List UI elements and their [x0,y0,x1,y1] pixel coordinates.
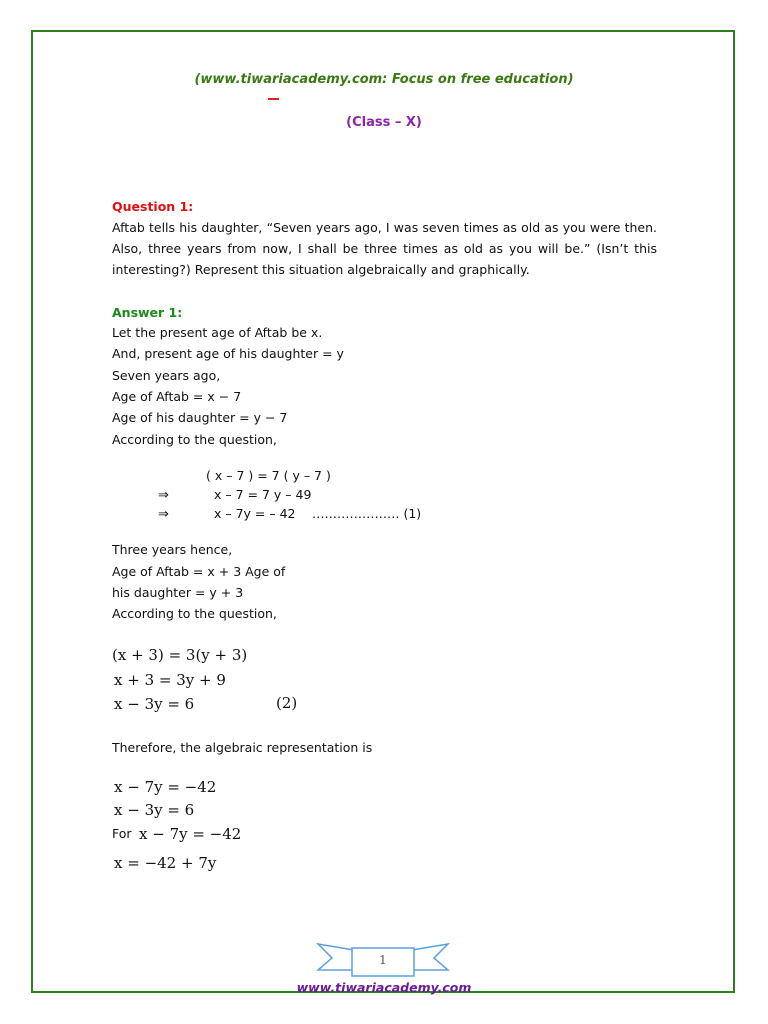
answer-line: According to the question, [112,432,277,447]
question-text: Aftab tells his daughter, “Seven years ago, I was seven times as old as you were then. Also, three years from now, I shall be three times as old as you will be.” (Isn’t this interesting?) Represent this situation algebraically and graphically. [112,220,657,277]
answer-line: his daughter = y + 3 [112,585,244,600]
equation-3a: x − 7y = −42 [114,778,217,796]
equation-2-tag: (2) [276,694,298,712]
equation-3d: x = −42 + 7y [114,854,217,872]
footer-site-link[interactable]: www.tiwariacademy.com [296,980,472,995]
equation-1c: x – 7y = – 42 [214,506,296,521]
answer-line: According to the question, [112,606,277,621]
header-underline-mark [268,98,279,100]
answer-line: And, present age of his daughter = y [112,346,344,361]
equation-3c: x − 7y = −42 [139,825,242,843]
implies-arrow: ⇒ [158,507,169,522]
site-header: (www.tiwariacademy.com: Focus on free education) [194,72,574,87]
therefore-line: Therefore, the algebraic representation is [112,740,373,755]
implies-arrow: ⇒ [158,488,169,503]
answer-heading: Answer 1: [112,305,183,320]
equation-1a: ( x – 7 ) = 7 ( y – 7 ) [206,468,331,483]
question-heading: Question 1: [112,199,194,214]
answer-line: Let the present age of Aftab be x. [112,325,323,340]
equation-2c: x − 3y = 6 [114,695,195,713]
answer-line: Age of Aftab = x + 3 Age of [112,564,286,579]
for-label: For [112,826,132,841]
equation-3b: x − 3y = 6 [114,801,195,819]
answer-line: Three years hence, [112,542,233,557]
page-number: 1 [379,953,387,967]
answer-line: Seven years ago, [112,368,221,383]
class-label: (Class – X) [346,115,422,130]
equation-2b: x + 3 = 3y + 9 [114,671,226,689]
equation-1b: x – 7 = 7 y – 49 [214,487,312,502]
equation-1-tag: ………………… (1) [312,506,422,521]
answer-line: Age of Aftab = x − 7 [112,389,242,404]
answer-line: Age of his daughter = y − 7 [112,410,288,425]
equation-2a: (x + 3) = 3(y + 3) [112,646,248,664]
